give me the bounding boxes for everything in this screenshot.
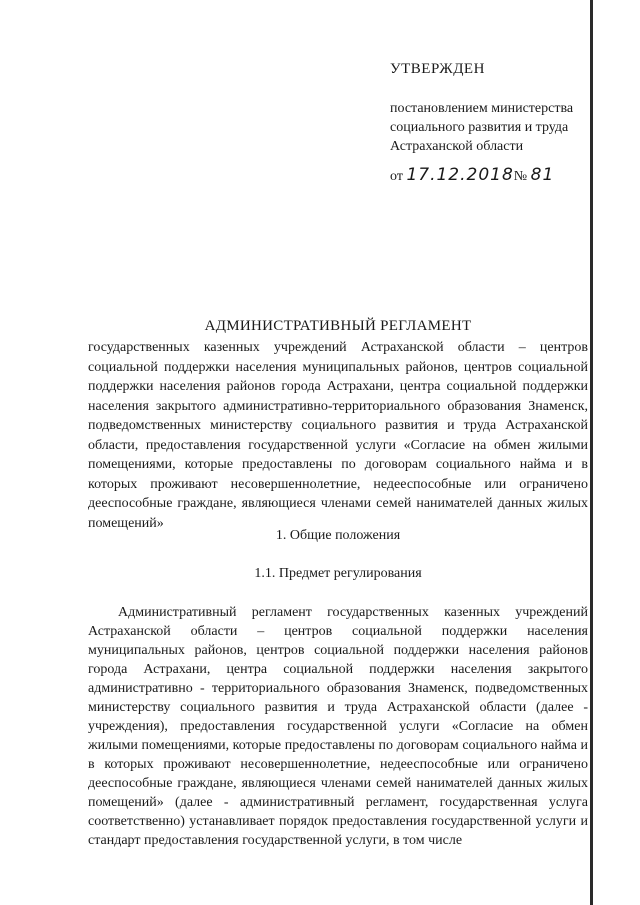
document-title: АДМИНИСТРАТИВНЫЙ РЕГЛАМЕНТ	[204, 318, 472, 334]
handwritten-date: 17.12.2018	[406, 165, 514, 185]
document-subtitle: государственных казенных учреждений Астраханской области – центров социальной поддержки населения муниципальных районов, центров социальной поддержки населения районов города Астрахани, центра социальной поддержки населения закрытого административно-территориального образования Знаменск, подведомственных министерству социального развития и труда Астраханской области, предоставления государственной услуги «Согласие на обмен жилыми помещениями, которые предоставлены по договорам социального найма и в которых проживают несовершеннолетние, недееспособные или ограничено дееспособные граждане, являющиеся членами семей нанимателей данных жилых помещений»	[88, 340, 588, 531]
body-paragraph: Административный регламент государственных казенных учреждений Астраханской области – центров социальной поддержки населения муниципальных районов, центров социальной поддержки населения районов города Астрахани, центра социальной поддержки населения закрытого административно - территориального образования Знаменск, подведомственных министерству социального развития и труда Астраханской области (далее - учреждения), предоставления государственной услуги «Согласие на обмен жилыми помещениями, которые предоставлены по договорам социального найма и в которых проживают несовершеннолетние, недееспособные или ограничено дееспособные граждане, являющиеся членами семей нанимателей данных жилых помещений» (далее - административный регламент, государственная услуга соответственно) устанавливает порядок предоставления государственной услуги и стандарт предоставления государственной услуги, в том числе	[88, 605, 588, 848]
approval-block	[390, 60, 600, 186]
approval-dateline	[390, 166, 600, 186]
scan-edge-line	[590, 0, 593, 905]
section-heading-general: 1. Общие положения	[275, 528, 401, 543]
subsection-heading-subject: 1.1. Предмет регулирования	[254, 566, 422, 581]
approval-body: постановлением министерства социального развития и труда Астраханской области	[390, 101, 574, 154]
approval-title: УТВЕРЖДЕН	[390, 61, 485, 77]
number-label: №	[513, 169, 528, 184]
date-prefix: от	[390, 169, 403, 184]
handwritten-number: 81	[530, 165, 555, 185]
